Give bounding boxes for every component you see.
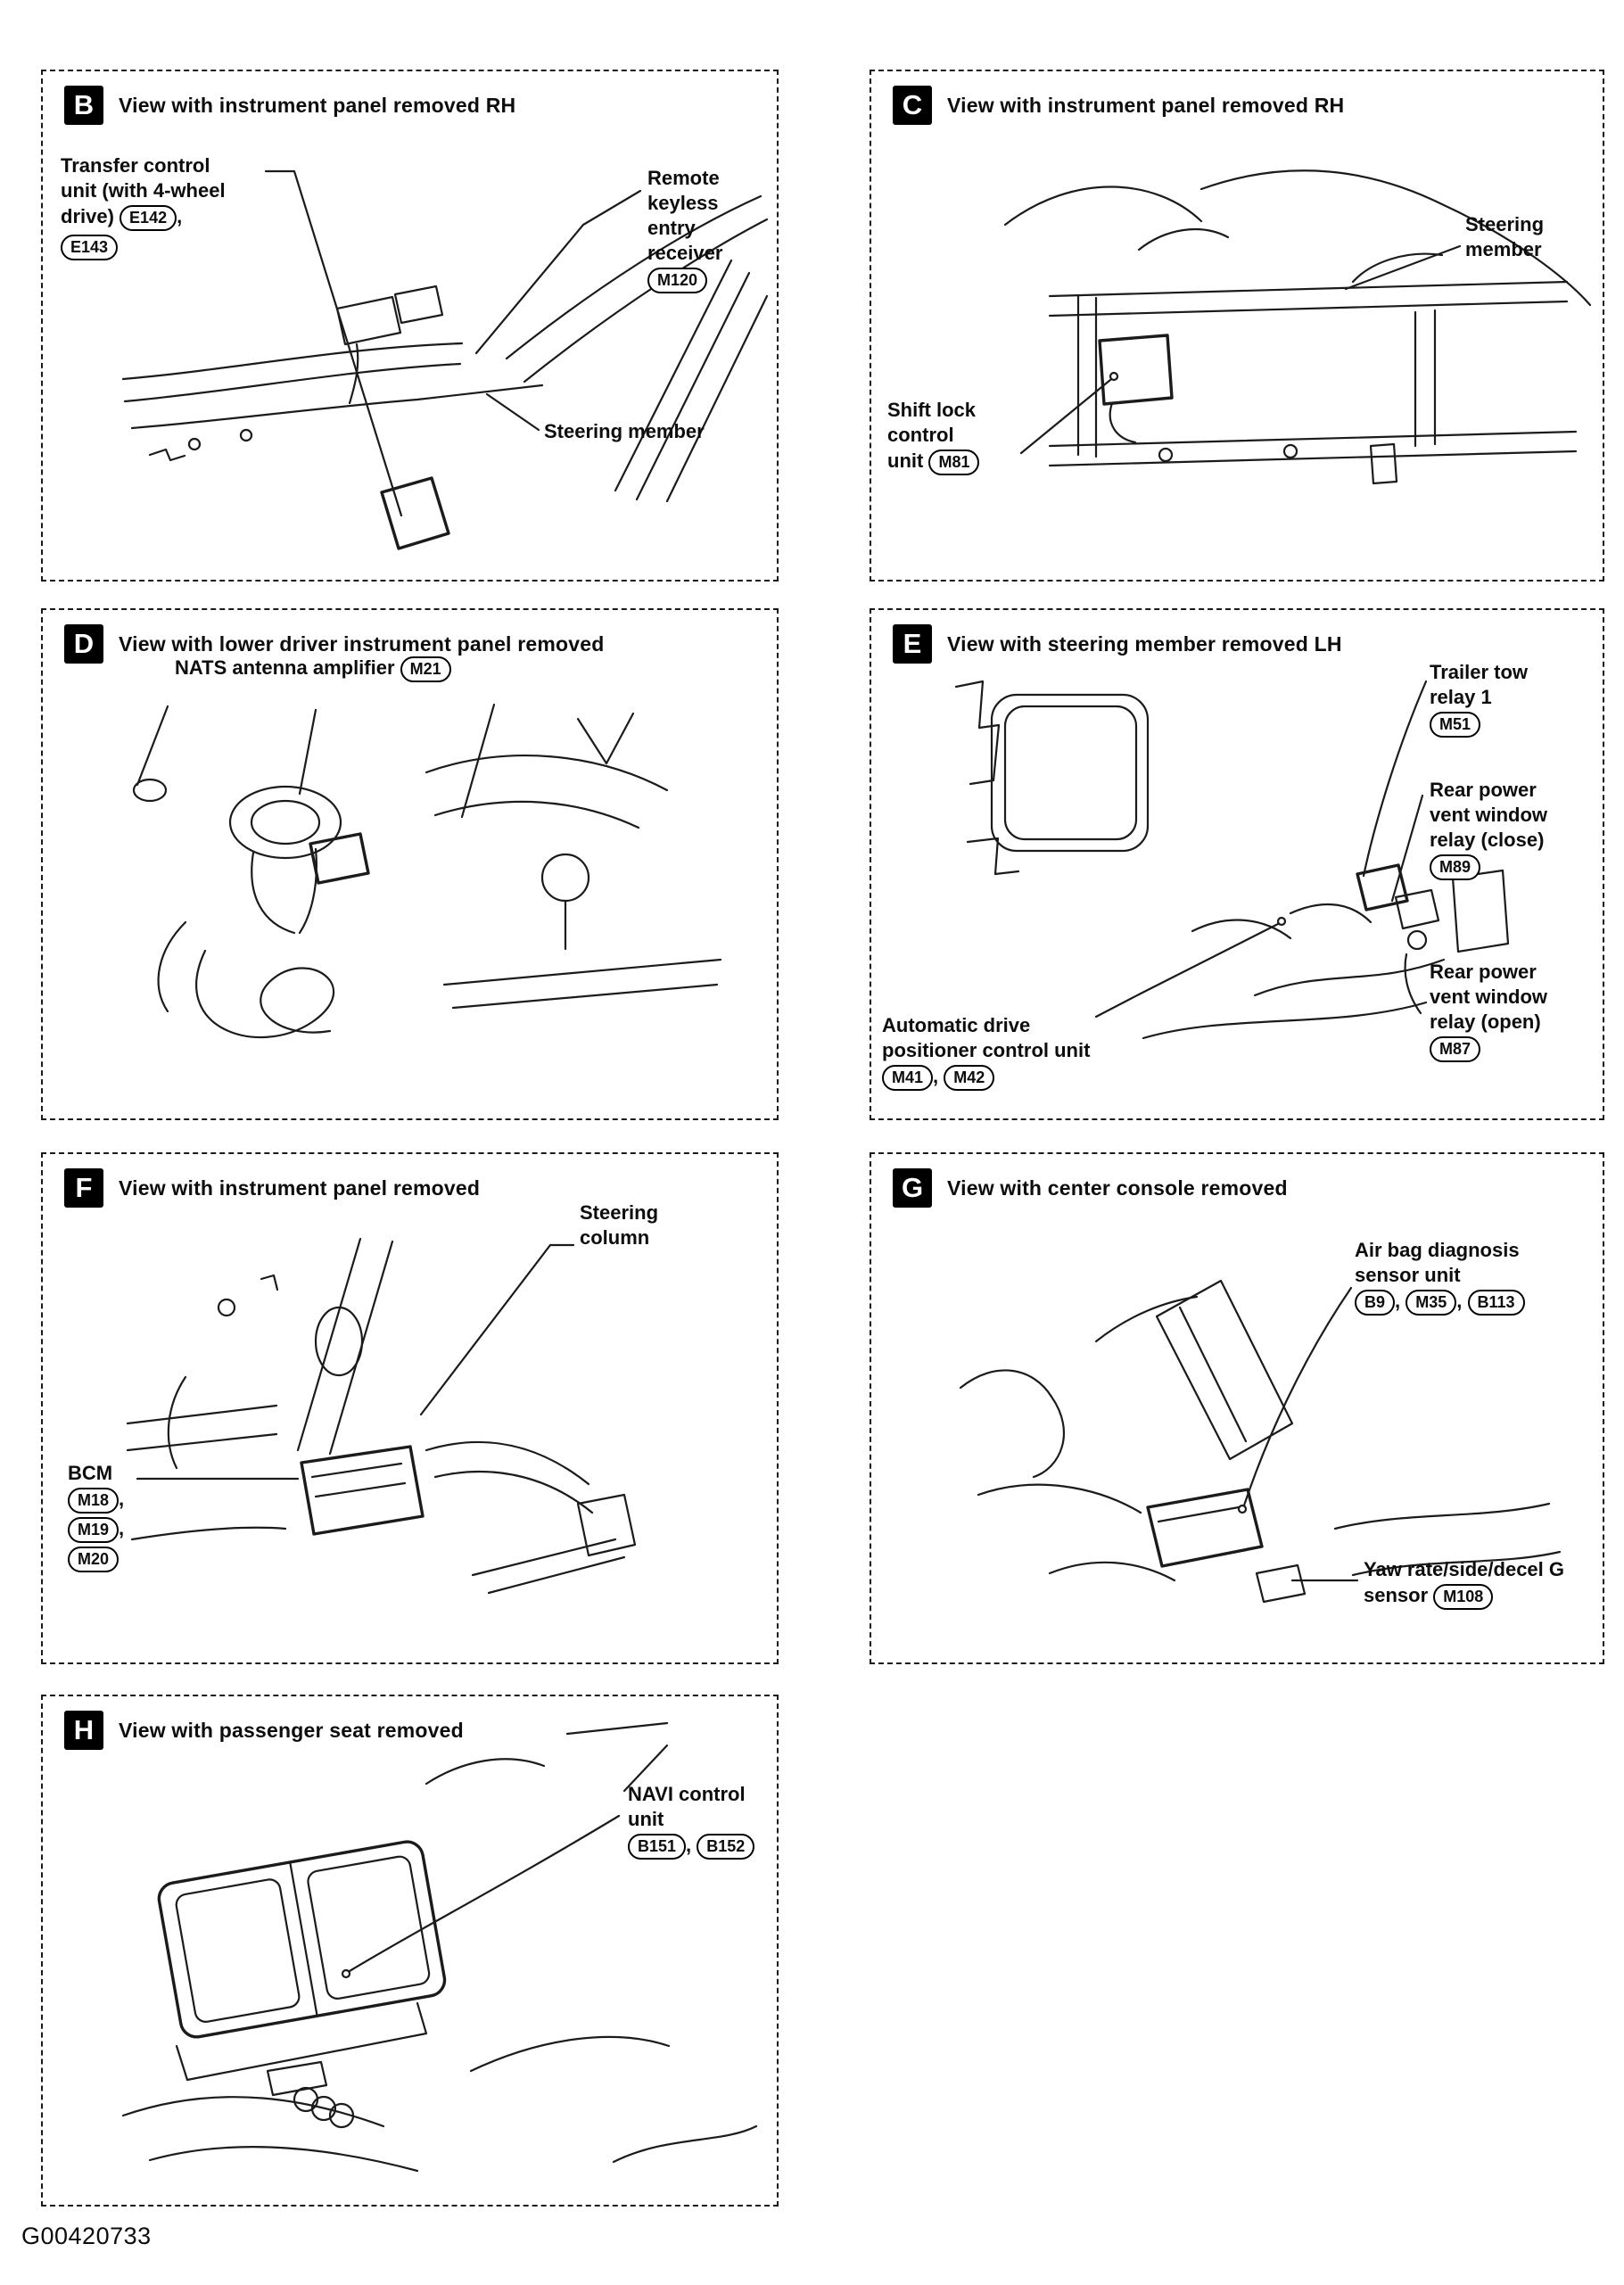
label-line: sensor (1364, 1584, 1429, 1606)
connector-tag-b152: B152 (697, 1834, 754, 1860)
panel-g-header (893, 1168, 1288, 1208)
panel-c-header (893, 86, 1344, 125)
label-line: Yaw rate/side/decel G (1364, 1558, 1565, 1580)
panel-d-title: View with lower driver instrument panel removed (119, 631, 605, 656)
figure-code: G00420733 (21, 2223, 152, 2249)
label-line: positioner control unit (882, 1039, 1091, 1061)
label-navi-control-unit (628, 1782, 754, 1861)
panel-c-line-art (871, 71, 1603, 580)
label-line: Remote (647, 167, 720, 189)
label-line: receiver (647, 242, 723, 264)
label-line: Automatic drive (882, 1014, 1031, 1036)
label-line: Transfer control (61, 154, 210, 177)
connector-tag-m18: M18 (68, 1488, 119, 1514)
connector-tag-m19: M19 (68, 1517, 119, 1543)
panel-e (870, 608, 1604, 1120)
panel-g (870, 1152, 1604, 1664)
connector-tag-m81: M81 (928, 450, 979, 475)
label-line: NATS antenna amplifier (175, 656, 395, 679)
connector-tag-m108: M108 (1433, 1584, 1493, 1610)
label-line: keyless (647, 192, 719, 214)
label-line: BCM (68, 1462, 113, 1484)
label-line: Steering (1465, 213, 1545, 235)
comma: , (933, 1065, 939, 1087)
panel-b-title: View with instrument panel removed RH (119, 93, 516, 117)
panel-g-letterbox: G (893, 1168, 932, 1208)
label-yaw-rate-side-decel-g-sensor (1364, 1557, 1564, 1612)
label-transfer-control-unit (61, 153, 226, 262)
label-line: Steering (580, 1201, 659, 1224)
label-remote-keyless-entry-receiver (647, 166, 722, 295)
label-bcm (68, 1461, 124, 1574)
connector-tag-m35: M35 (1406, 1290, 1456, 1316)
connector-tag-m21: M21 (400, 656, 451, 682)
panel-f-header (64, 1168, 480, 1208)
panel-d-header (64, 624, 605, 664)
panel-h (41, 1695, 779, 2207)
label-line: sensor unit (1355, 1264, 1461, 1286)
panel-e-letterbox: E (893, 624, 932, 664)
label-steering-column (580, 1200, 658, 1250)
panel-f-title: View with instrument panel removed (119, 1175, 481, 1200)
comma: , (177, 205, 183, 227)
label-trailer-tow-relay-1 (1430, 660, 1528, 739)
comma: , (686, 1834, 692, 1856)
panel-c-letterbox: C (893, 86, 932, 125)
label-shift-lock-control-unit (887, 398, 979, 477)
panel-d-letterbox: D (64, 624, 103, 664)
label-line: Trailer tow (1430, 661, 1529, 683)
panel-b (41, 70, 779, 582)
panel-d (41, 608, 779, 1120)
connector-tag-e143: E143 (61, 235, 118, 260)
panel-h-header (64, 1711, 464, 1750)
label-line: vent window (1430, 986, 1547, 1008)
panel-h-letterbox: H (64, 1711, 103, 1750)
connector-tag-b151: B151 (628, 1834, 686, 1860)
connector-tag-m87: M87 (1430, 1036, 1480, 1062)
label-line: column (580, 1226, 650, 1249)
panel-b-letterbox: B (64, 86, 103, 125)
panel-b-header (64, 86, 515, 125)
label-line: relay (close) (1430, 829, 1545, 851)
connector-tag-m41: M41 (882, 1065, 933, 1091)
panel-f-line-art (43, 1154, 777, 1662)
panel-f-letterbox: F (64, 1168, 103, 1208)
connector-tag-b9: B9 (1355, 1290, 1395, 1316)
label-line: unit (628, 1808, 664, 1830)
panel-h-title: View with passenger seat removed (119, 1718, 464, 1742)
label-steering-member-b (544, 419, 705, 444)
comma: , (119, 1517, 125, 1539)
label-line: unit (with 4-wheel (61, 179, 226, 202)
comma: , (119, 1488, 125, 1510)
label-line: vent window (1430, 804, 1547, 826)
label-line: member (1465, 238, 1542, 260)
label-rear-power-vent-window-relay-open (1430, 960, 1547, 1064)
connector-tag-m51: M51 (1430, 712, 1480, 738)
label-automatic-drive-positioner-control-unit (882, 1013, 1090, 1093)
panel-c (870, 70, 1604, 582)
panel-f (41, 1152, 779, 1664)
panel-c-title: View with instrument panel removed RH (947, 93, 1345, 117)
label-line: NAVI control (628, 1783, 746, 1805)
label-line: control (887, 424, 954, 446)
label-line: entry (647, 217, 696, 239)
panel-d-line-art (43, 610, 777, 1118)
label-steering-member-c (1465, 212, 1544, 262)
label-line: Air bag diagnosis (1355, 1239, 1520, 1261)
connector-tag-m42: M42 (944, 1065, 994, 1091)
panel-h-line-art (43, 1696, 777, 2205)
label-air-bag-diagnosis-sensor-unit (1355, 1238, 1525, 1317)
label-rear-power-vent-window-relay-close (1430, 778, 1547, 882)
panel-e-title: View with steering member removed LH (947, 631, 1342, 656)
comma: , (1456, 1290, 1463, 1312)
connector-tag-b113: B113 (1468, 1290, 1525, 1316)
comma: , (1395, 1290, 1401, 1312)
label-line: relay 1 (1430, 686, 1492, 708)
label-line: unit (887, 450, 924, 472)
label-line: Rear power (1430, 779, 1537, 801)
panel-g-title: View with center console removed (947, 1175, 1288, 1200)
label-line: drive) (61, 205, 114, 227)
panel-e-header (893, 624, 1342, 664)
connector-tag-m89: M89 (1430, 854, 1480, 880)
connector-tag-m20: M20 (68, 1547, 119, 1572)
connector-tag-m120: M120 (647, 268, 707, 293)
label-line: Steering member (544, 420, 705, 442)
label-line: Rear power (1430, 961, 1537, 983)
panel-b-line-art (43, 71, 777, 580)
connector-tag-e142: E142 (120, 205, 177, 231)
label-line: relay (open) (1430, 1011, 1541, 1033)
label-line: Shift lock (887, 399, 977, 421)
